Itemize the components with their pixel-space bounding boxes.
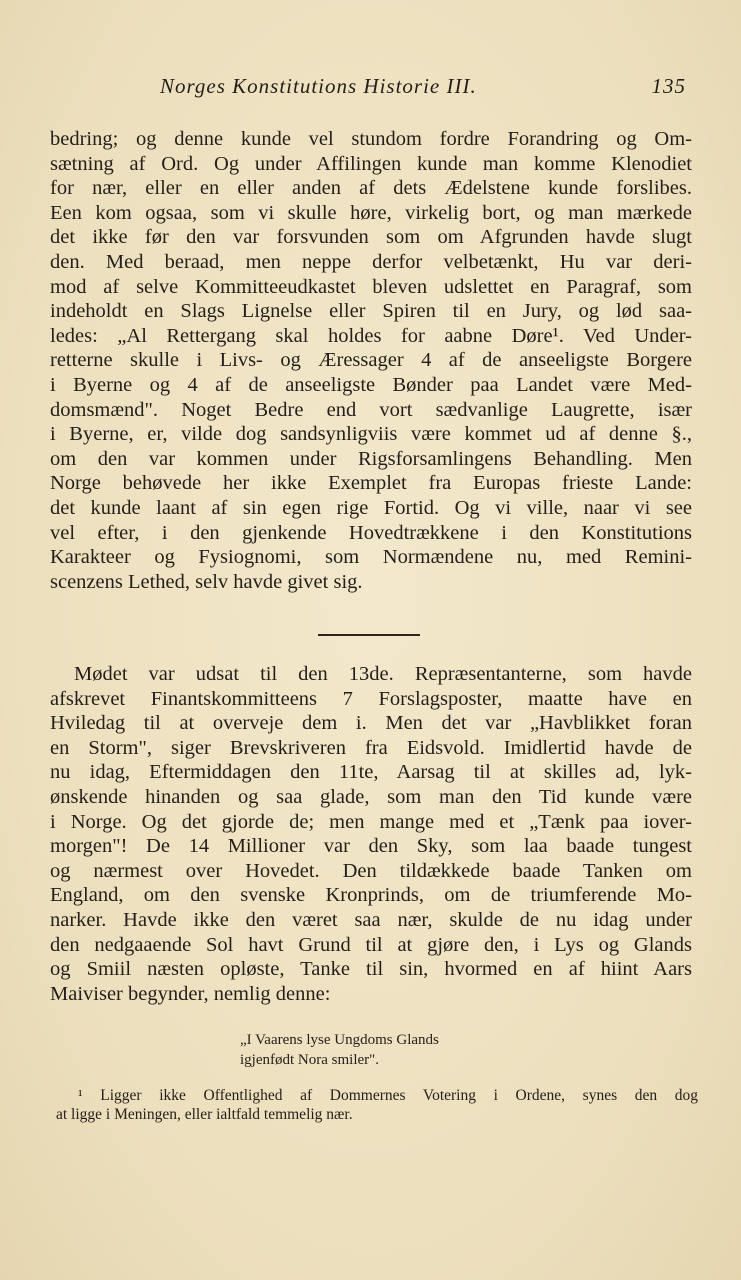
- paragraph-2: [50, 662, 692, 1006]
- page-number: 135: [651, 74, 686, 98]
- text-line: England, om den svenske Kronprinds, om de triumferende Mo-: [50, 884, 692, 907]
- text-line: om den var kommen under Rigsforsamlingens Behandling. Men: [50, 447, 692, 470]
- running-head: [50, 74, 690, 104]
- text-line: for nær, eller en eller anden af dets Ædelstene kunde forslibes.: [50, 177, 692, 200]
- running-title: Norges Konstitutions Historie III.: [160, 74, 477, 98]
- paragraph-1: [50, 127, 692, 594]
- text-line: scenzens Lethed, selv havde givet sig.: [50, 570, 363, 593]
- text-line: den. Med beraad, men neppe derfor velbetænkt, Hu var deri-: [50, 250, 692, 273]
- text-line: en Storm", siger Brevskriveren fra Eidsvold. Imidlertid havde de: [50, 736, 692, 759]
- text-line: og nærmest over Hovedet. Den tildækkede baade Tanken om: [50, 859, 692, 882]
- text-line: i Norge. Og det gjorde de; men mange med et „Tænk paa iover-: [50, 810, 692, 833]
- footnote-line: at ligge i Meningen, eller ialtfald temmelig nær.: [56, 1106, 353, 1123]
- verse-line: igjenfødt Nora smiler".: [240, 1052, 380, 1068]
- text-line: vel efter, i den gjenkende Hovedtrækkene i den Konstitutions: [50, 521, 692, 544]
- text-line: Karakteer og Fysiognomi, som Normændene nu, med Remini-: [50, 546, 692, 569]
- text-line: narker. Havde ikke den været saa nær, skulde de nu idag under: [50, 908, 692, 931]
- text-line: Maiviser begynder, nemlig denne:: [50, 982, 331, 1005]
- text-line: ledes: „Al Rettergang skal holdes for aabne Døre¹. Ved Under-: [50, 324, 692, 347]
- text-line: og Smiil næsten opløste, Tanke til sin, hvormed en af hiint Aars: [50, 958, 692, 981]
- text-line: i Byerne, er, vilde dog sandsynligviis være kommet ud af denne §.,: [50, 423, 692, 446]
- text-line: bedring; og denne kunde vel stundom fordre Forandring og Om-: [50, 128, 692, 150]
- text-line: Hviledag til at overveje dem i. Men det var „Havblikket foran: [50, 712, 692, 735]
- text-line: nu idag, Eftermiddagen den 11te, Aarsag til at skilles ad, lyk-: [50, 761, 692, 784]
- verse-line: „I Vaarens lyse Ungdoms Glands: [240, 1032, 439, 1048]
- text-line: sætning af Ord. Og under Affilingen kunde man komme Klenodiet: [50, 152, 692, 175]
- text-line: i Byerne og 4 af de anseeligste Bønder paa Landet være Med-: [50, 373, 692, 396]
- text-line: den nedgaaende Sol havt Grund til at gjøre den, i Lys og Glands: [50, 933, 692, 956]
- text-line: Een kom ogsaa, som vi skulle høre, virkelig bort, og man mærkede: [50, 201, 692, 224]
- text-line: morgen"! De 14 Millioner var den Sky, som laa baade tungest: [50, 835, 692, 858]
- text-line: Norge behøvede her ikke Exemplet fra Europas frieste Lande:: [50, 472, 692, 495]
- text-line: afskrevet Finantskommitteens 7 Forslagsposter, maatte have en: [50, 687, 692, 710]
- footnote-line: ¹ Ligger ikke Offentlighed af Dommernes Votering i Ordene, synes den dog: [78, 1087, 698, 1104]
- section-divider: [318, 634, 420, 636]
- text-line: det ikke før den var forsvunden som om Afgrunden havde slugt: [50, 226, 692, 249]
- text-line: Mødet var udsat til den 13de. Repræsentanterne, som havde: [74, 663, 692, 685]
- text-line: det kunde laant af sin egen rige Fortid. Og vi ville, naar vi see: [50, 496, 692, 519]
- footnote: [56, 1086, 698, 1124]
- text-line: domsmænd". Noget Bedre end vort sædvanlige Laugrette, især: [50, 398, 692, 421]
- verse-quote: [240, 1030, 439, 1070]
- text-line: mod af selve Kommitteeudkastet bleven udslettet en Paragraf, som: [50, 275, 692, 298]
- text-line: ønskende hinanden og saa glade, som man den Tid kunde være: [50, 785, 692, 808]
- text-line: retterne skulle i Livs- og Æressager 4 af de anseeligste Borgere: [50, 349, 692, 372]
- text-line: indeholdt en Slags Lignelse eller Spiren til en Jury, og lød saa-: [50, 300, 692, 323]
